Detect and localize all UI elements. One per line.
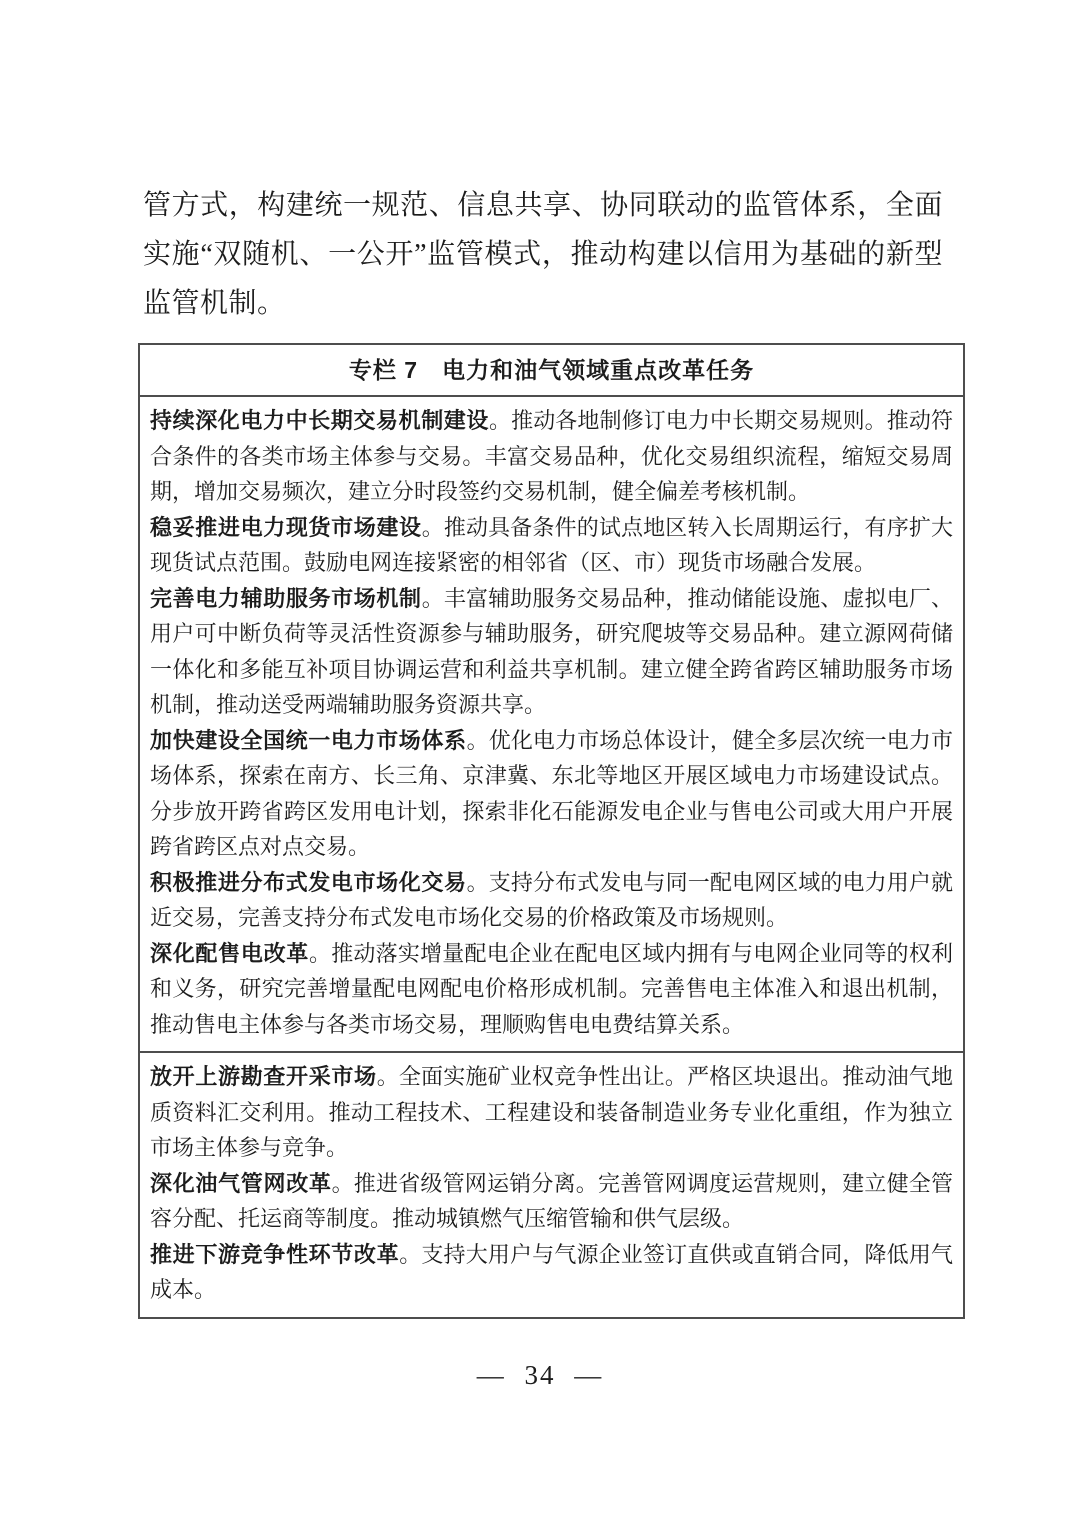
task-item-electricity-6: [150, 936, 953, 1043]
task-lead: 稳妥推进电力现货市场建设: [150, 514, 422, 540]
task-item-electricity-1: [150, 403, 953, 510]
task-body: 。支持大用户与气源企业签订直供或直销合同，降低用气成本。: [150, 1241, 953, 1302]
task-lead: 积极推进分布式发电市场化交易: [150, 869, 467, 895]
task-body: 。支持分布式发电与同一配电网区域的电力用户就近交易，完善支持分布式发电市场化交易的价格政策及市场规则。: [150, 869, 953, 930]
task-body: 。全面实施矿业权竞争性出让。严格区块退出。推动油气地质资料汇交利用。推动工程技术、工程建设和装备制造业务专业化重组，作为独立市场主体参与竞争。: [150, 1064, 953, 1160]
task-item-oilgas-2: [150, 1166, 953, 1237]
task-item-electricity-3: [150, 581, 953, 723]
task-item-electricity-5: [150, 865, 953, 936]
task-body: 。推动具备条件的试点地区转入长周期运行，有序扩大现货试点范围。鼓励电网连接紧密的相邻省（区、市）现货市场融合发展。: [150, 514, 953, 575]
task-body: 。推动各地制修订电力中长期交易规则。推动符合条件的各类市场主体参与交易。丰富交易品种，优化交易组织流程，缩短交易周期，增加交易频次，建立分时段签约交易机制，健全偏差考核机制。: [150, 408, 953, 504]
oil-gas-section: [140, 1051, 963, 1317]
task-lead: 完善电力辅助服务市场机制: [150, 585, 422, 611]
task-body: 。推进省级管网运销分离。完善管网调度运营规则，建立健全管容分配、托运商等制度。推动城镇燃气压缩管输和供气层级。: [150, 1170, 953, 1231]
task-lead: 深化油气管网改革: [150, 1170, 332, 1196]
task-lead: 深化配售电改革: [150, 940, 309, 966]
task-lead: 放开上游勘查开采市场: [150, 1064, 377, 1089]
task-lead: 持续深化电力中长期交易机制建设: [150, 408, 489, 433]
reform-tasks-panel: [138, 343, 965, 1319]
task-body: 。丰富辅助服务交易品种，推动储能设施、虚拟电厂、用户可中断负荷等灵活性资源参与辅助服务，研究爬坡等交易品种。建立源网荷储一体化和多能互补项目协调运营和利益共享机制。建立健全跨省跨区辅助服务市场机制，推动送受两端辅助服务资源共享。: [150, 585, 953, 717]
intro-paragraph: 管方式，构建统一规范、信息共享、协同联动的监管体系，全面实施“双随机、一公开”监管模式，推动构建以信用为基础的新型监管机制。: [143, 190, 943, 319]
panel-title: 专栏 7 电力和油气领域重点改革任务: [140, 345, 963, 397]
task-item-electricity-4: [150, 723, 953, 865]
task-item-oilgas-1: [150, 1059, 953, 1166]
task-lead: 推进下游竞争性环节改革: [150, 1241, 400, 1267]
task-body: 。推动落实增量配电企业在配电区域内拥有与电网企业同等的权利和义务，研究完善增量配电网配电价格形成机制。完善售电主体准入和退出机制，推动售电主体参与各类市场交易，理顺购售电电费结算关系。: [150, 940, 953, 1037]
task-lead: 加快建设全国统一电力市场体系: [150, 727, 467, 753]
page-number: — 34 —: [476, 1360, 604, 1390]
task-item-oilgas-3: [150, 1237, 953, 1308]
task-item-electricity-2: [150, 510, 953, 581]
task-body: 。优化电力市场总体设计，健全多层次统一电力市场体系，探索在南方、长三角、京津冀、东北等地区开展区域电力市场建设试点。分步放开跨省跨区发用电计划，探索非化石能源发电企业与售电公司或大用户开展跨省跨区点对点交易。: [150, 727, 953, 859]
electricity-section: [140, 397, 963, 1051]
